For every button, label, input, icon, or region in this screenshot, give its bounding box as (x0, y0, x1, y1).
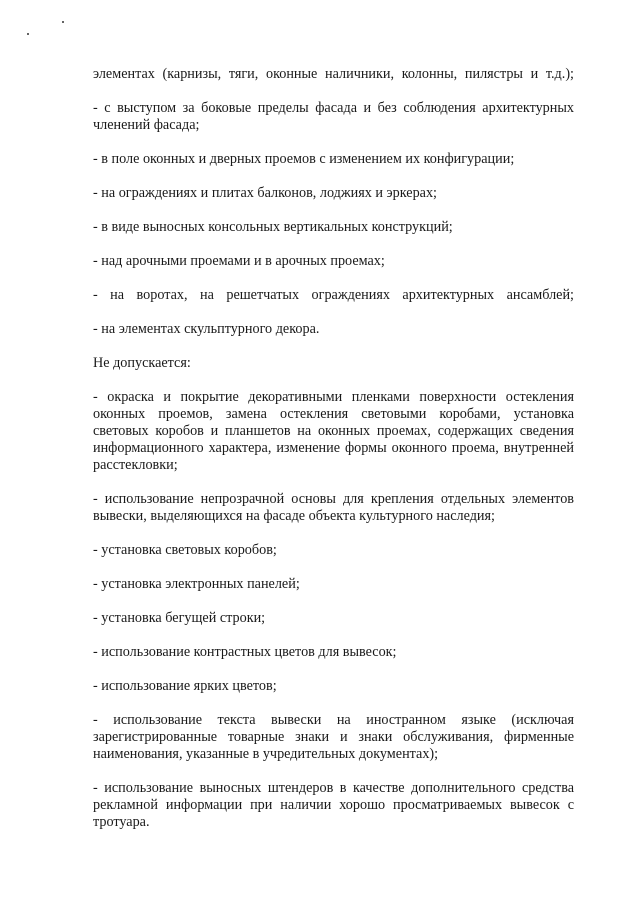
paragraph-bright-colors: - использование ярких цветов; (93, 678, 277, 694)
paragraph-contrast-colors: - использование контрастных цветов для вывесок; (93, 644, 397, 660)
scan-speck (62, 21, 64, 23)
paragraph-arches: - над арочными проемами и в арочных проемах; (93, 253, 385, 269)
paragraph-element-continuation: элементах (карнизы, тяги, оконные наличники, колонны, пилястры и т.д.); (93, 66, 574, 82)
section-heading-not-allowed: Не допускается: (93, 355, 191, 371)
paragraph-sidewalk-stands: - использование выносных штендеров в качестве дополнительного средства рекламной информации при наличии хорошо просматриваемых вывесок с тротуара. (93, 780, 574, 830)
paragraph-balconies: - на ограждениях и плитах балконов, лоджиях и эркерах; (93, 185, 437, 201)
paragraph-sculptural-decor: - на элементах скульптурного декора. (93, 321, 320, 337)
document-body (93, 66, 574, 848)
paragraph-electronic-panels: - установка электронных панелей; (93, 576, 300, 592)
paragraph-gates: - на воротах, на решетчатых ограждениях архитектурных ансамблей; (93, 287, 574, 303)
paragraph-foreign-language: - использование текста вывески на иностранном языке (исключая зарегистрированные товарные знаки и знаки обслуживания, фирменные наименования, указанные в учредительных документах); (93, 712, 574, 762)
paragraph-opaque-base: - использование непрозрачной основы для крепления отдельных элементов вывески, выделяющихся на фасаде объекта культурного наследия; (93, 491, 574, 524)
paragraph-glazing-painting: - окраска и покрытие декоративными пленками поверхности остекления оконных проемов, замена остекления световыми коробами, установка световых коробов и планшетов на оконных проемах, содержащих сведения информационного характера, изменение формы оконного проема, внутренней расстекловки; (93, 389, 574, 473)
paragraph-facade-bounds: - с выступом за боковые пределы фасада и без соблюдения архитектурных членений фасада; (93, 100, 574, 133)
paragraph-running-line: - установка бегущей строки; (93, 610, 266, 626)
scan-speck (27, 33, 29, 35)
paragraph-window-door-openings: - в поле оконных и дверных проемов с изменением их конфигурации; (93, 151, 515, 167)
paragraph-light-boxes: - установка световых коробов; (93, 542, 277, 558)
paragraph-console-structures: - в виде выносных консольных вертикальных конструкций; (93, 219, 453, 235)
